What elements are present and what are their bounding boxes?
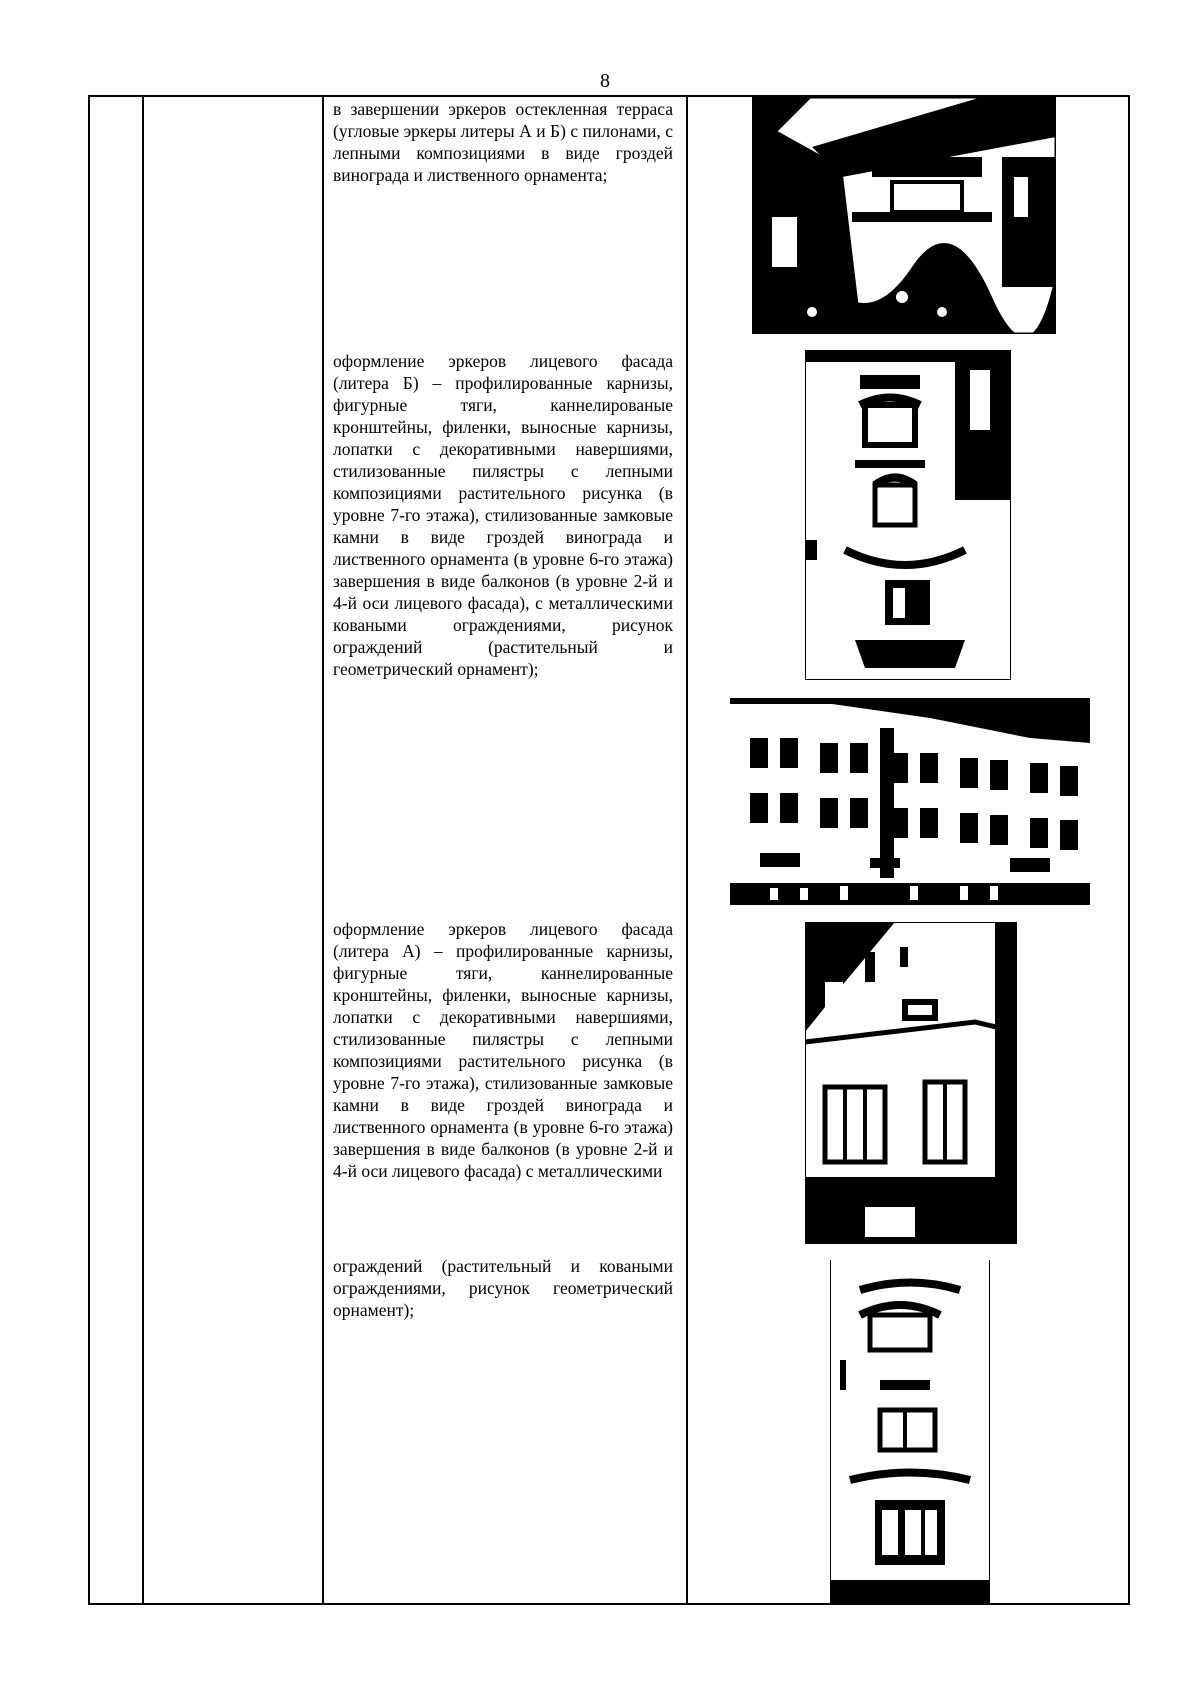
column-divider — [686, 97, 688, 1603]
photo-street-facade — [730, 698, 1090, 905]
page-number: 8 — [600, 70, 610, 92]
photo-bay-litera-a — [805, 922, 1017, 1244]
feature-description: оформление эркеров лицевого фасада (литера Б) – профилированные карнизы, фигурные тяги, каннелированые кронштейны, филенки, выносные карнизы, лопатки с декоративными навершиями, стилизованные пилястры с лепными композициями растительного рисунка (в уровне 7-го этажа), стилизованные замковые камни в виде гроздей винограда и лиственного орнамента (в уровне 6-го этажа) завершения в виде балконов (в уровне 2-й и 4-й оси лицевого фасада), с металлическими коваными ограждениями, рисунок ограждений (растительный и геометрический орнамент); — [333, 351, 673, 679]
photo-bay-litera-b — [805, 350, 1011, 680]
feature-description: оформление эркеров лицевого фасада (литера А) – профилированные карнизы, фигурные тяги, каннелированные кронштейны, филенки, выносные карнизы, лопатки с декоративными навершиями, стилизованные пилястры с лепными композициями растительного рисунка (в уровне 7-го этажа), стилизованные замковые камни в виде гроздей винограда и лиственного орнамента (в уровне 6-го этажа) завершения в виде балконов (в уровне 2-й и 4-й оси лицевого фасада) с металлическими — [333, 919, 673, 1181]
photo-corner-terrace — [752, 97, 1056, 334]
photo-bay-upper-floors — [830, 1260, 990, 1605]
column-divider — [142, 97, 144, 1603]
feature-description: в завершении эркеров остекленная терраса (угловые эркеры литеры А и Б) с пилонами, с лепными композициями в виде гроздей винограда и лиственного орнамента; — [333, 99, 673, 185]
column-divider — [322, 97, 324, 1603]
feature-description: ограждений (растительный и коваными ограждениями, рисунок геометрический орнамент); — [333, 1256, 673, 1320]
